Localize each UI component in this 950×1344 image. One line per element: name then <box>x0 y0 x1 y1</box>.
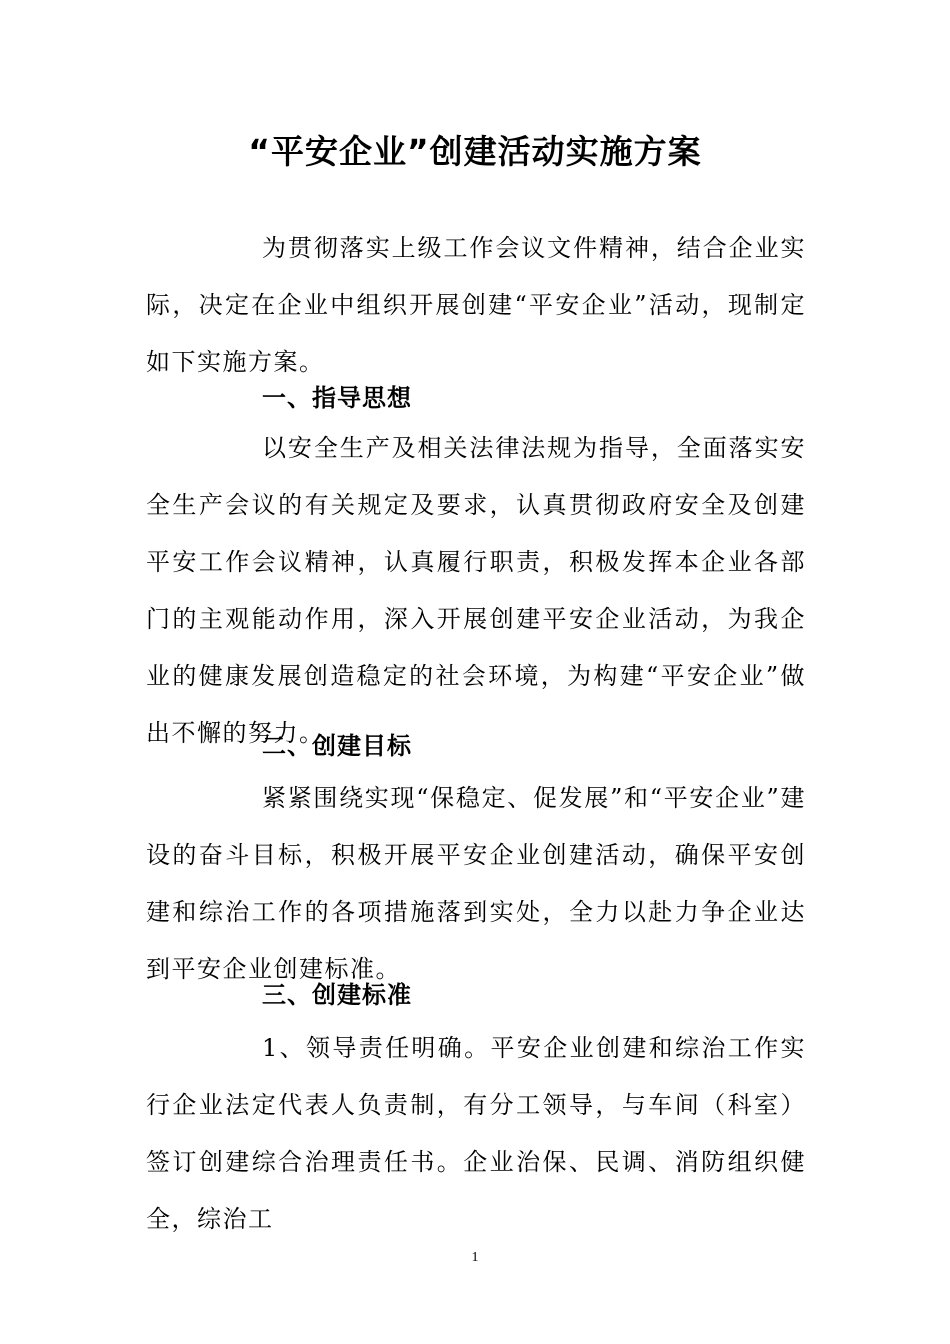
section-heading-standards: 三、创建标准 <box>262 981 412 1009</box>
page-number: 1 <box>471 1250 479 1265</box>
document-title: “平安企业”创建活动实施方案 <box>248 132 702 171</box>
section-heading-goals: 二、创建目标 <box>262 732 412 760</box>
section-paragraph-standards: 1、领导责任明确。平安企业创建和综治工作实行企业法定代表人负责制，有分工领导，与车间（科室）签订创建综合治理责任书。企业治保、民调、消防组织健全，综治工 <box>146 1034 806 1233</box>
section-paragraph-guiding-ideology: 以安全生产及相关法律法规为指导，全面落实安全生产会议的有关规定及要求，认真贯彻政府安全及创建平安工作会议精神，认真履行职责，积极发挥本企业各部门的主观能动作用，深入开展创建平安企业活动，为我企业的健康发展创造稳定的社会环境，为构建“平安企业”做出不懈的努力。 <box>146 434 806 747</box>
section-paragraph-goals: 紧紧围绕实现“保稳定、促发展”和“平安企业”建设的奋斗目标，积极开展平安企业创建活动，确保平安创建和综治工作的各项措施落到实处，全力以赴力争企业达到平安企业创建标准。 <box>146 784 806 983</box>
intro-paragraph: 为贯彻落实上级工作会议文件精神，结合企业实际，决定在企业中组织开展创建“平安企业”活动，现制定如下实施方案。 <box>146 234 806 376</box>
section-heading-guiding-ideology: 一、指导思想 <box>262 384 412 412</box>
